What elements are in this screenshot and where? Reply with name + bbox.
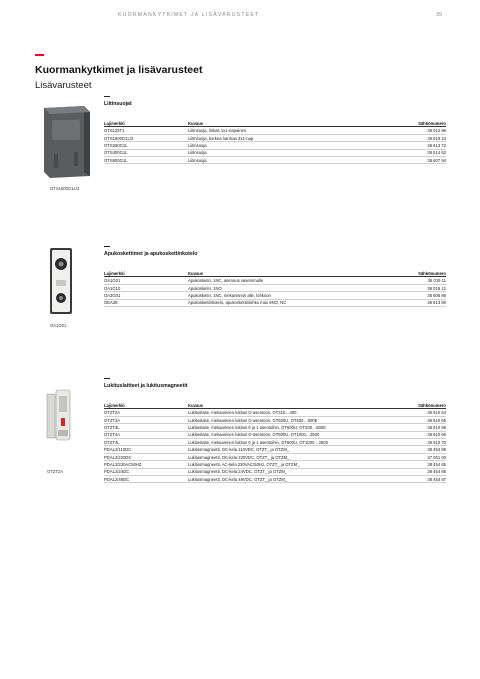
- product-table: [104, 120, 446, 164]
- cell-type: PDAL2/230AC50HZ: [104, 461, 188, 468]
- cell-description: Liitinsuoja: [188, 149, 396, 156]
- product-table: [104, 270, 446, 307]
- cell-description: Apukosketin, 1NC, asennus vasemmalle: [188, 277, 396, 284]
- section-dash: [104, 378, 110, 379]
- col-header-description: Kuvaus: [188, 270, 396, 277]
- col-header-type: Lajimerkki: [104, 270, 188, 277]
- cell-code: 38 454 86: [396, 468, 446, 475]
- terminal-cover-image: [38, 104, 96, 180]
- cell-code: 36 610 70: [396, 439, 446, 446]
- cell-code: 36 607 94: [396, 157, 446, 164]
- cell-code: 36 614 62: [396, 149, 446, 156]
- table-row: [104, 431, 446, 438]
- cell-code: 36 019 12: [396, 284, 446, 291]
- table-row: [104, 446, 446, 453]
- cell-description: Lukituslaite, mekaaninen lukitus O-asentoon, OT600U, OT630…800E: [188, 416, 396, 423]
- cell-description: Lukitusmagneetti, DC-kela 110VDC, OTZT_ ja OTZM_: [188, 446, 396, 453]
- cell-description: Lukituslaite, mekaaninen lukitus O-asentoon, OT315…400: [188, 409, 396, 416]
- cell-type: OTS125T1: [104, 127, 188, 134]
- table-row: [104, 142, 446, 149]
- cell-type: OTS1600G1L/3: [104, 134, 188, 141]
- table-row: [104, 277, 446, 284]
- cell-code: 36 610 64: [396, 409, 446, 416]
- table-row: [104, 409, 446, 416]
- col-header-code: Sähkönumero: [396, 120, 446, 127]
- table-row: [104, 157, 446, 164]
- table-row: [104, 468, 446, 475]
- cell-code: 38 454 85: [396, 461, 446, 468]
- cell-type: PDAL2/48DC: [104, 476, 188, 483]
- cell-type: OTZT2A: [104, 409, 188, 416]
- section-locking-devices: [104, 378, 446, 483]
- col-header-code: Sähkönumero: [396, 402, 446, 409]
- section-dash: [104, 246, 110, 247]
- table-row: [104, 461, 446, 468]
- cell-type: OA1G01: [104, 277, 188, 284]
- cell-code: 37 061 00: [396, 453, 446, 460]
- table-row: [104, 416, 446, 423]
- cell-type: OTS250G1L: [104, 142, 188, 149]
- section-auxiliary-contacts: [104, 246, 446, 307]
- table-row: [104, 149, 446, 156]
- cell-code: 36 613 72: [396, 142, 446, 149]
- cell-description: Apukosketin, 1NC, mekanismin alle, lohkoon: [188, 292, 396, 299]
- cell-type: OTZT4L: [104, 439, 188, 446]
- cell-type: OTS800G1L: [104, 157, 188, 164]
- cell-type: OA1G10: [104, 284, 188, 291]
- cell-code: 36 610 69: [396, 424, 446, 431]
- cell-code: 36 019 11: [396, 277, 446, 284]
- page-number: 39: [436, 12, 443, 18]
- page-header: [0, 0, 480, 30]
- col-header-description: Kuvaus: [188, 120, 396, 127]
- cell-type: OTZT4A: [104, 431, 188, 438]
- cell-code: 36 606 86: [396, 292, 446, 299]
- cell-description: Lukitusmagneetti, AC-kela 230VAC/50Hz, OTZT_ ja OTZM_: [188, 461, 396, 468]
- table-row: [104, 424, 446, 431]
- auxiliary-contact-image: [46, 246, 76, 316]
- image-caption: OTS1600G1L/3: [50, 186, 80, 191]
- cell-code: 38 454 87: [396, 476, 446, 483]
- cell-code: 36 012 96: [396, 127, 446, 134]
- col-header-description: Kuvaus: [188, 402, 396, 409]
- cell-type: PDAL2/110DC: [104, 446, 188, 453]
- product-table: [104, 402, 446, 483]
- cell-type: PDAL2/24DC: [104, 468, 188, 475]
- cell-code: 36 618 24: [396, 134, 446, 141]
- image-caption: OA1G01: [50, 323, 67, 328]
- cell-code: 36 613 80: [396, 299, 446, 306]
- cell-type: PDAL2/220DC: [104, 453, 188, 460]
- section-title: Lukituslaitteet ja lukitusmagneetit: [104, 383, 188, 390]
- page-title: Kuormankytkimet ja lisävarusteet: [35, 64, 203, 76]
- cell-type: OTZT3A: [104, 416, 188, 423]
- cell-description: Apukosketin, 1NO: [188, 284, 396, 291]
- table-row: [104, 476, 446, 483]
- table-row: [104, 127, 446, 134]
- image-caption: OTZT2A: [47, 469, 64, 474]
- cell-description: Apukoskettinkotelo, apukoskettinlohko max 8NO, NC: [188, 299, 396, 306]
- cell-type: OEA28: [104, 299, 188, 306]
- accent-dash: [35, 54, 44, 56]
- cell-type: OA3G01: [104, 292, 188, 299]
- cell-type: OTS400G1L: [104, 149, 188, 156]
- cell-description: Lukitusmagneetti, DC-kela 48VDC, OTZT_ ja OTZM_: [188, 476, 396, 483]
- section-title: Apukoskettimet ja apukoskettinkotelo: [104, 251, 198, 258]
- cell-description: Lukitusmagneetti, DC-kela 24VDC, OTZT_ ja OTZM_: [188, 468, 396, 475]
- cell-code: 36 610 65: [396, 416, 446, 423]
- section-dash: [104, 96, 110, 97]
- locking-device-image: [44, 388, 74, 442]
- section-title: Liitinsuojat: [104, 101, 132, 108]
- cell-description: Liitinsuoja, korkea harmaa 3x1-nap.: [188, 134, 396, 141]
- section-terminal-covers: [104, 96, 446, 164]
- table-row: [104, 299, 446, 306]
- col-header-type: Lajimerkki: [104, 402, 188, 409]
- col-header-code: Sähkönumero: [396, 270, 446, 277]
- table-row: [104, 453, 446, 460]
- header-title: KUORMANKYTKIMET JA LISÄVARUSTEET: [118, 12, 260, 18]
- table-row: [104, 284, 446, 291]
- cell-description: Lukituslaite, mekaaninen lukitus O-asentoon, OT800U, OT1000…2500: [188, 431, 396, 438]
- col-header-type: Lajimerkki: [104, 120, 188, 127]
- table-row: [104, 439, 446, 446]
- cell-description: Liitinsuoja: [188, 157, 396, 164]
- cell-type: OTZT3L: [104, 424, 188, 431]
- table-row: [104, 292, 446, 299]
- page-subtitle: Lisävarusteet: [35, 80, 92, 91]
- cell-description: Lukituslaite, mekaaninen lukitus 0 ja 1 asentoihin, OT600U, OT630…800E: [188, 424, 396, 431]
- cell-description: Lukituslaite, mekaaninen lukitus 0 ja 1 asentoihin, OT800U, OT1000…2500: [188, 439, 396, 446]
- cell-code: 38 454 89: [396, 446, 446, 453]
- cell-description: Liitinsuoja: [188, 142, 396, 149]
- table-row: [104, 134, 446, 141]
- cell-description: Liitinsuoja, lirikas 1x1-napainen: [188, 127, 396, 134]
- cell-description: Lukitusmagneetti, DC-kela 220VDC, OTZT_ ja OTZM_: [188, 453, 396, 460]
- cell-code: 36 610 66: [396, 431, 446, 438]
